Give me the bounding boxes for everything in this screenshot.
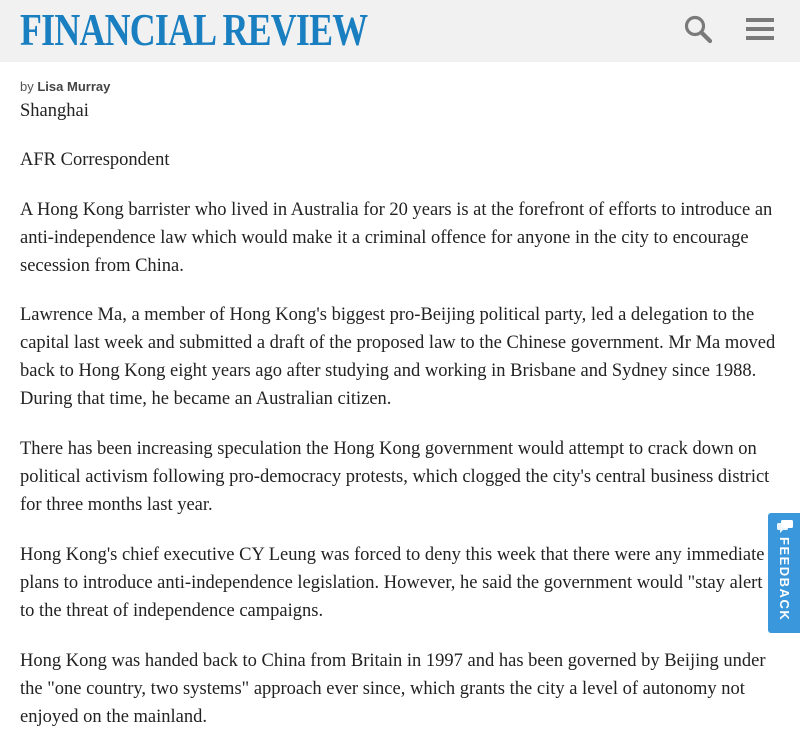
article-location: Shanghai [20,101,89,121]
paragraph-1: A Hong Kong barrister who lived in Australia for 20 years is at the forefront of efforts to introduce an anti-independence law which would make it a criminal offence for anyone in the city to encourage secession from China. [20,200,773,276]
hamburger-menu-icon [746,16,774,42]
site-header [0,0,800,62]
byline [20,79,110,95]
paragraph-2: Lawrence Ma, a member of Hong Kong's biggest pro-Beijing political party, led a delegation to the capital last week and submitted a draft of the proposed law to the Chinese government. Mr Ma moved back to Hong Kong eight years ago after studying and working in Brisbane and Sydney since 1988. During that time, he became an Australian citizen. [20,305,776,409]
byline-author[interactable]: Lisa Murray [37,79,111,94]
paragraph-4: Hong Kong's chief executive CY Leung was forced to deny this week that there were any immediate plans to introduce anti-independence legislation. However, he said the government would "stay alert to the threat of independence campaigns. [20,545,765,621]
article-role: AFR Correspondent [20,150,170,170]
byline-prefix: by [20,79,34,94]
paragraph-5: Hong Kong was handed back to China from Britain in 1997 and has been governed by Beijing under the "one country, two systems" approach ever since, which grants the city a level of autonomy not enjoyed on the mainland. [20,651,766,727]
site-logo[interactable]: FINANCIAL REVIEW [20,4,368,55]
search-button[interactable] [683,14,713,44]
search-icon [683,14,713,44]
feedback-label: FEEDBACK [777,537,792,622]
speech-bubble-icon [777,520,793,533]
paragraph-3: There has been increasing speculation the Hong Kong government would attempt to crack down on political activism following pro-democracy protests, which clogged the city's central business district for three months last year. [20,439,770,515]
menu-button[interactable] [746,16,774,42]
feedback-tab[interactable] [768,513,800,633]
